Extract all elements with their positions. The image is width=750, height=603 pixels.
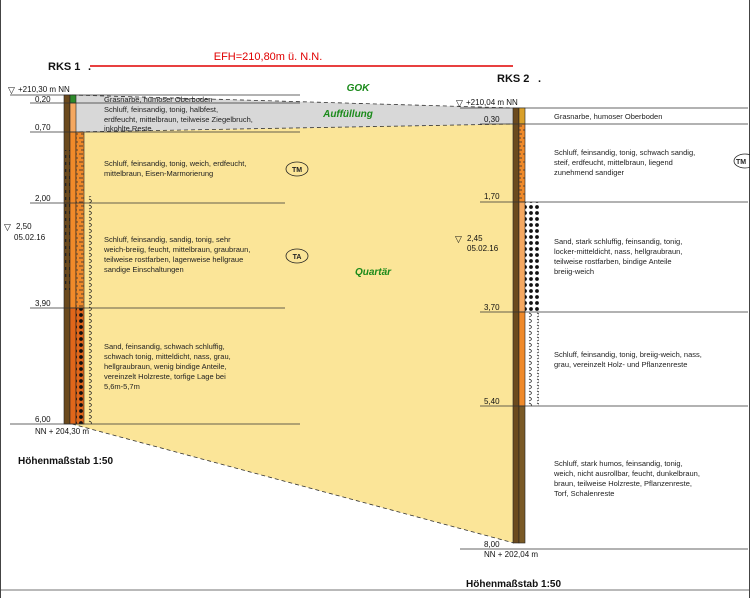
rks2-layer-3-desc: Sand, stark schluffig, feinsandig, tonig, locker-mitteldicht, nass, hellgraubraun, teilweise rostfarben, bindige Anteile breiig-weich — [554, 237, 683, 276]
rks2-column-outline — [513, 108, 519, 543]
rks1-sand-column — [70, 308, 76, 424]
rks2-sand-dots — [525, 202, 541, 312]
rks2-layer-4-desc: Schluff, feinsandig, tonig, breiig-weich, nass, grau, vereinzelt Holz- und Pflanzenreste — [554, 350, 702, 369]
rks1-scale-label: Höhenmaßstab 1:50 — [18, 456, 114, 467]
rks2-ground-marker-icon: ▽ — [456, 98, 463, 108]
quartaer-label: Quartär — [354, 267, 392, 278]
rks2-sand-column — [519, 202, 525, 312]
rks2-silt-hatch — [519, 124, 525, 202]
rks2-layer-1-desc: Grasnarbe, humoser Oberboden — [554, 112, 663, 121]
rks1-title-dot: . — [88, 61, 92, 73]
quartaer-area — [72, 124, 514, 543]
rks2-water-icon: ▽ — [455, 234, 462, 244]
rks1-depth-1: 0,20 — [35, 95, 51, 104]
rks2-depth-3: 3,70 — [484, 303, 500, 312]
rks1-depth-5: 6,00 — [35, 415, 51, 424]
rks1-depth-2: 0,70 — [35, 123, 51, 132]
rks2-title-dot: . — [538, 73, 542, 85]
rks1-tm-badge-text: TM — [291, 167, 303, 174]
rks1-top-elevation: +210,30 m NN — [18, 85, 70, 94]
rks1-title: RKS 1 — [48, 61, 81, 73]
rks1-depth-4: 3,90 — [35, 299, 51, 308]
rks1-layer-3-desc: Schluff, feinsandig, tonig, weich, erdfeucht, mittelbraun, Eisen-Marmorierung — [104, 159, 247, 178]
rks1-column-inner-hatch — [64, 150, 70, 290]
rks1-layer-1-desc: Grasnarbe, humoser Oberboden — [104, 95, 213, 104]
rks1-layer-4-desc: Schluff, feinsandig, sandig, tonig, sehr weich-breiig, feucht, mittelbraun, graubraun, teilweise rostfarben, lagenweise hellgraue sandige Einschaltungen — [104, 235, 251, 274]
auffuellung-label: Auffüllung — [323, 109, 373, 120]
rks1-sand-dots — [76, 308, 84, 424]
rks2-depth-2: 1,70 — [484, 192, 500, 201]
rks1-bottom-elevation: NN + 204,30 m — [35, 427, 90, 436]
rks2-depth-4: 5,40 — [484, 397, 500, 406]
rks2-title: RKS 2 — [497, 73, 530, 85]
rks2-depth-1: 0,30 — [484, 115, 500, 124]
rks1-ground-marker-icon: ▽ — [8, 85, 15, 95]
rks2-layer-2-desc: Schluff, feinsandig, tonig, schwach sandig, steif, erdfeucht, mittelbraun, liegend zunehmend sandiger — [554, 148, 696, 177]
rks1-wave-hatch-ta — [84, 196, 94, 308]
rks2-scale-label: Höhenmaßstab 1:50 — [466, 579, 562, 590]
rks2-water-date: 05.02.16 — [467, 244, 499, 253]
rks2-silt2-column — [519, 312, 525, 406]
rks1-water-date: 05.02.16 — [14, 233, 46, 242]
rks2-wave-hatch — [525, 312, 539, 406]
rks1-humus-layer — [70, 95, 76, 103]
efh-label: EFH=210,80m ü. N.N. — [213, 51, 323, 63]
rks2-humus-silt-column — [519, 406, 525, 543]
rks1-wave-hatch-sand — [84, 308, 94, 424]
rks2-depth-5: 8,00 — [484, 540, 500, 549]
rks1-water-icon: ▽ — [4, 222, 11, 232]
rks1-depth-3: 2,00 — [35, 194, 51, 203]
rks2-tm-badge-text: TM — [736, 159, 747, 166]
rks2-layer-5-desc: Schluff, stark humos, feinsandig, tonig, weich, nicht ausrollbar, feucht, dunkelbraun, braun, teilweise Holzreste, Pflanzenreste, Torf, Schalenreste — [554, 459, 700, 498]
rks1-silt-hatch — [76, 132, 84, 308]
rks2-water-depth: 2,45 — [467, 234, 483, 243]
gok-label: GOK — [346, 83, 370, 94]
rks1-water-depth: 2,50 — [16, 222, 32, 231]
rks2-bottom-elevation: NN + 202,04 m — [484, 550, 539, 559]
rks2-top-elevation: +210,04 m NN — [466, 98, 518, 107]
rks2-humus-layer — [519, 108, 525, 124]
rks1-silt-column — [70, 132, 76, 308]
rks1-ta-badge-text: TA — [292, 254, 302, 261]
rks1-layer-2-desc: Schluff, feinsandig, tonig, halbfest, erdfeucht, mittelbraun, teilweise Ziegelbruch, inkohlte Reste — [104, 105, 253, 133]
rks1-fill-layer — [70, 103, 76, 132]
rks1-layer-5-desc: Sand, feinsandig, schwach schluffig, schwach tonig, mitteldicht, nass, grau, hellgraubraun, wenig bindige Anteile, vereinzelt Holzreste, torfige Lage bei 5,6m-5,7m — [104, 342, 231, 391]
